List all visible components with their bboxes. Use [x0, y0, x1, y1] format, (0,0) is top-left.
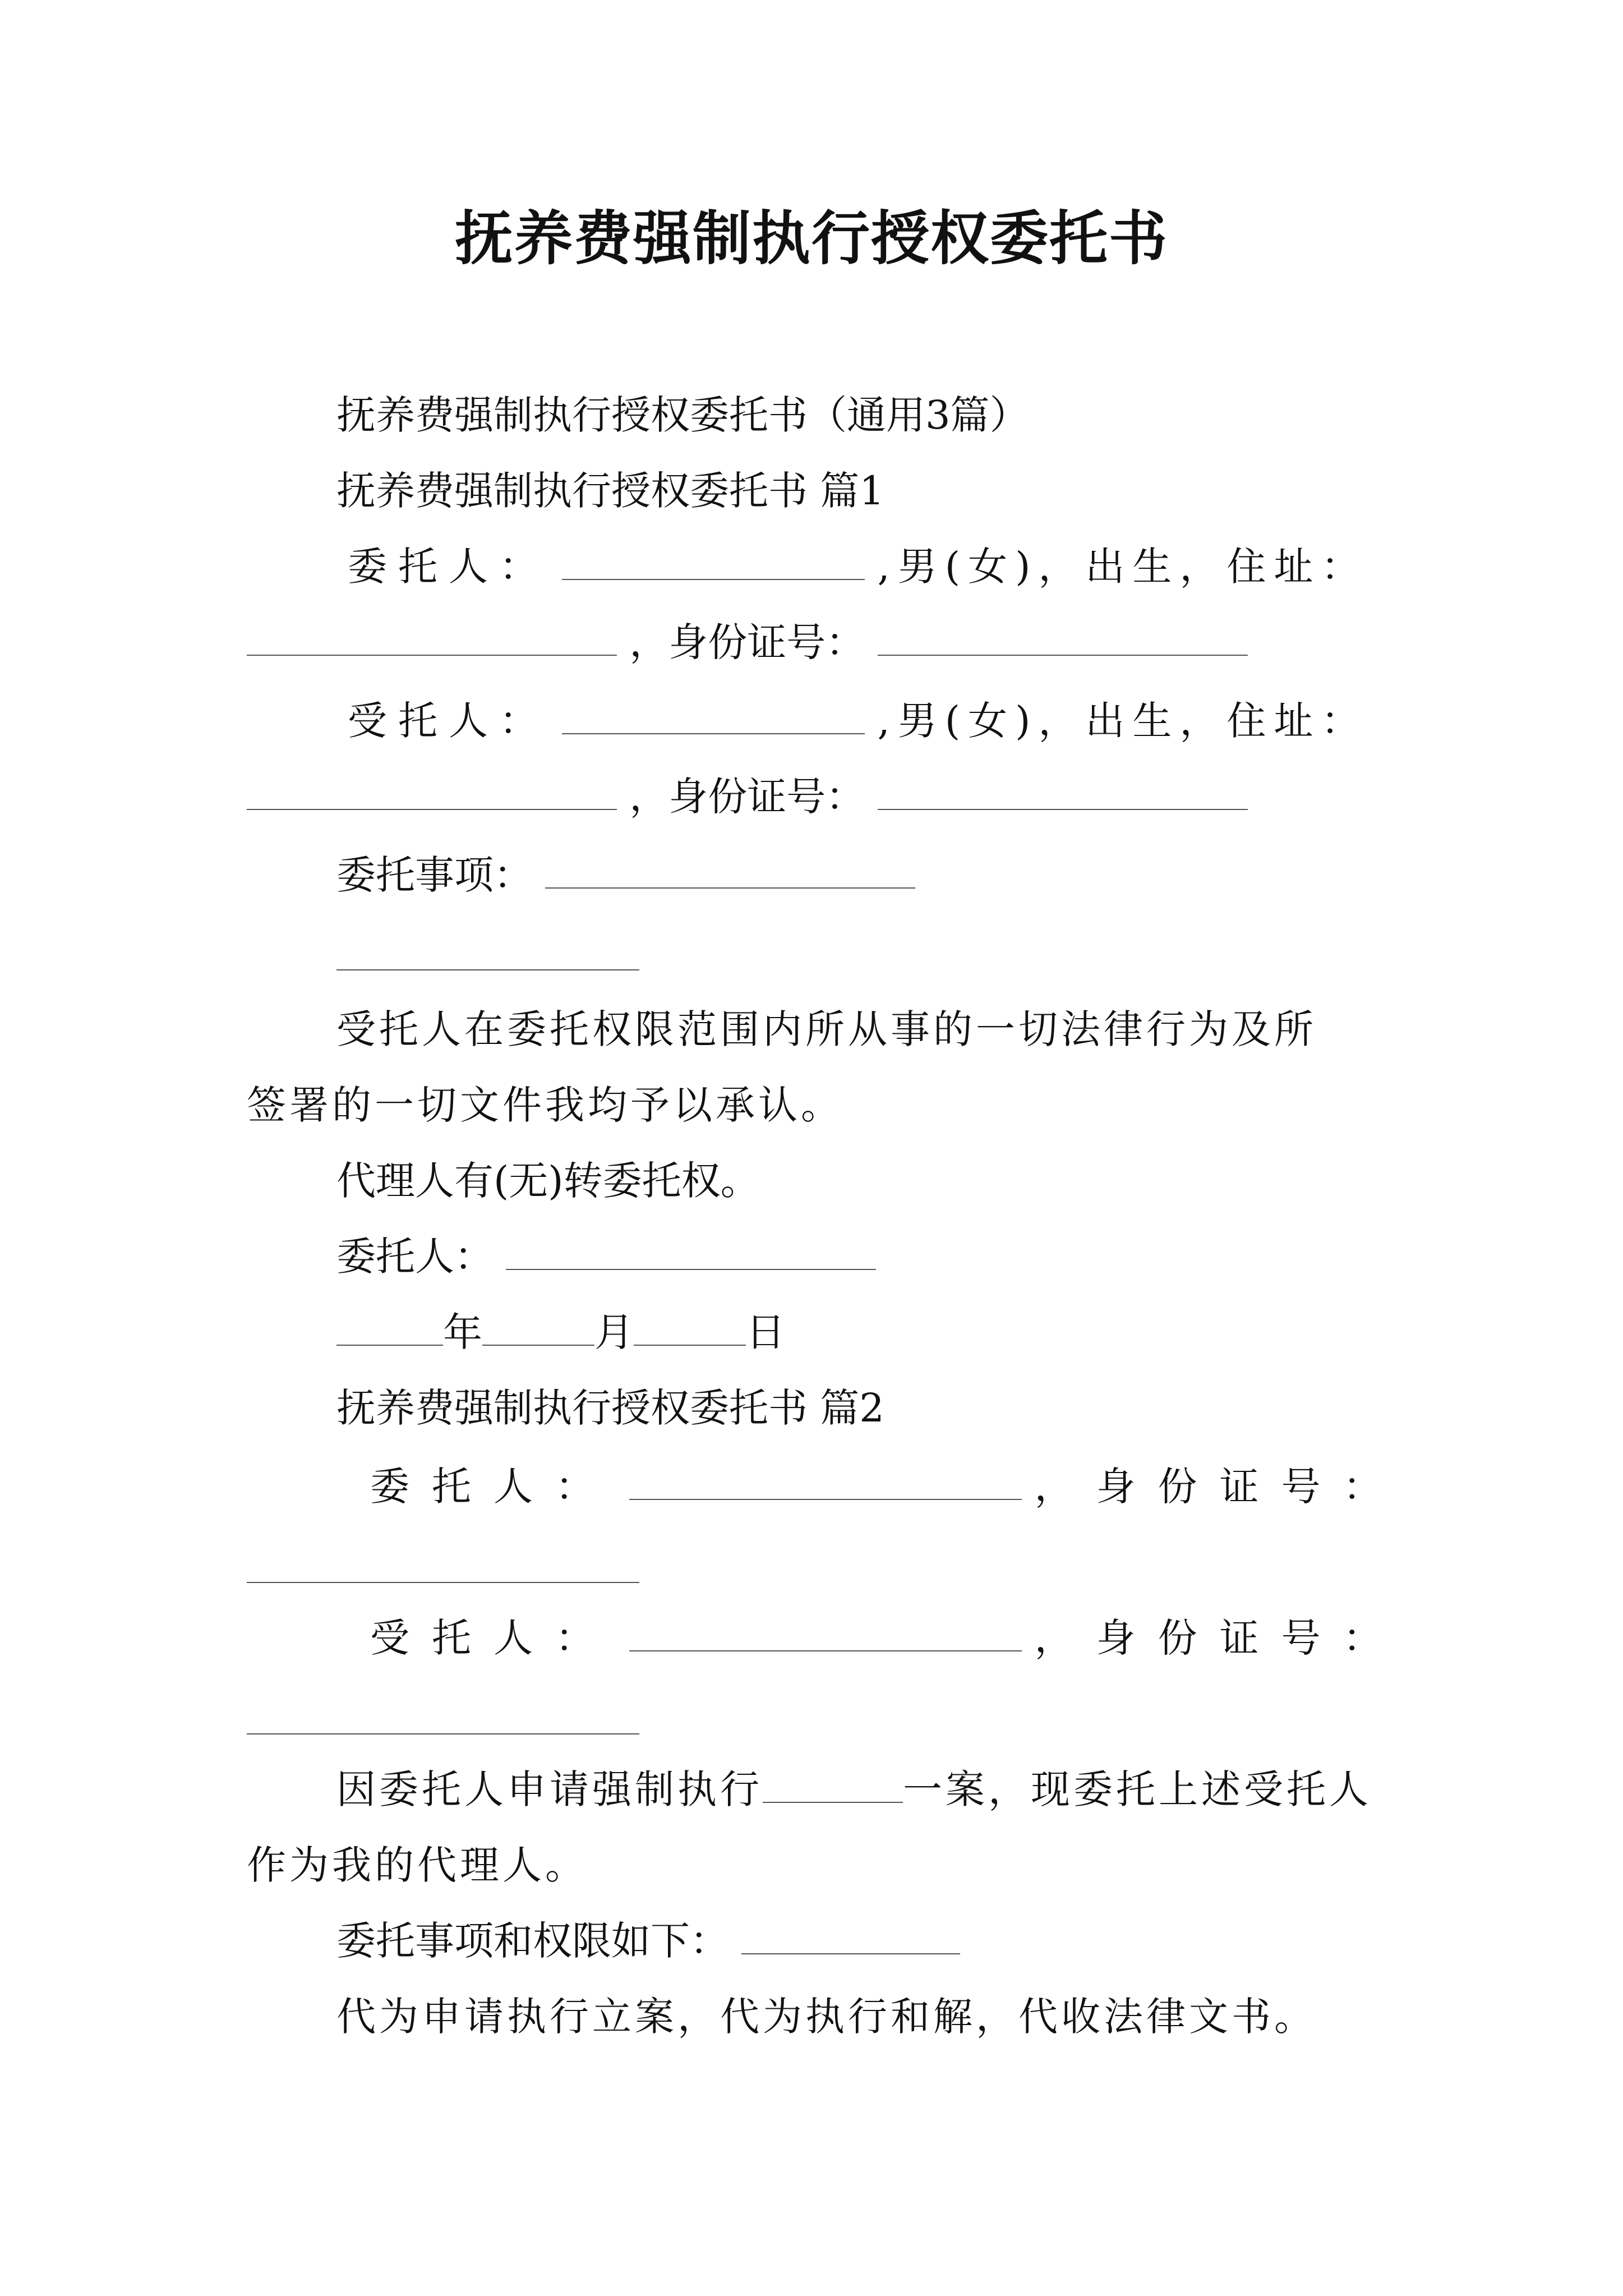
- section2-para-last: 代为申请执行立案，代为执行和解，代收法律文书。: [336, 1994, 1317, 2040]
- section1-principal-id-line: [247, 614, 1248, 670]
- gender-birth-address-label: ,男(女)，出生，住址：: [877, 698, 1368, 744]
- agent-label: 受托人：: [370, 1615, 617, 1661]
- signature-label: 委托人：: [336, 1234, 494, 1280]
- agent-id-blank: [247, 1733, 639, 1734]
- id-label: ，身份证号：: [1034, 1615, 1405, 1661]
- matter-label: 委托事项：: [336, 852, 533, 898]
- principal-address-blank: [247, 619, 617, 656]
- id-label: ，身份证号：: [1034, 1464, 1405, 1510]
- signature-blank: [506, 1233, 876, 1270]
- principal-name-blank: [629, 1463, 1022, 1500]
- month-blank: [482, 1309, 594, 1346]
- document-subtitle: 抚养费强制执行授权委托书（通用3篇）: [336, 392, 1029, 438]
- agent-name-blank: [629, 1614, 1022, 1651]
- year-blank: [336, 1309, 443, 1346]
- section1-matter-line: [336, 847, 915, 903]
- section1-agent-line: [348, 693, 1368, 749]
- section2-principal-line: [370, 1458, 1405, 1515]
- case-blank: [763, 1766, 903, 1803]
- section1-para2: 代理人有(无)转委托权。: [336, 1158, 760, 1204]
- agent-address-blank: [247, 773, 617, 810]
- matters-label: 委托事项和权限如下：: [336, 1918, 729, 1964]
- agent-label: 受托人：: [348, 698, 550, 744]
- agent-id-blank: [878, 773, 1248, 810]
- section2-matters-line: [336, 1913, 960, 1969]
- section1-date-line: [336, 1304, 785, 1360]
- para1-part-a: 因委托人申请强制执行: [336, 1766, 763, 1812]
- principal-name-blank: [562, 543, 865, 580]
- section2-para1-line2: 作为我的代理人。: [247, 1842, 588, 1888]
- section1-signature-line: [336, 1228, 876, 1285]
- para1-part-b: 一案，现委托上述受托人: [903, 1766, 1372, 1812]
- section1-heading: 抚养费强制执行授权委托书 篇1: [336, 468, 884, 514]
- id-label: ，身份证号：: [629, 774, 865, 820]
- principal-id-blank: [878, 619, 1248, 656]
- day-blank: [634, 1309, 746, 1346]
- principal-id-blank: [247, 1582, 639, 1583]
- matter-blank-continued: [336, 969, 639, 970]
- day-label: 日: [746, 1309, 785, 1355]
- section1-para1-line1: 受托人在委托权限范围内所从事的一切法律行为及所: [336, 1006, 1317, 1052]
- agent-name-blank: [562, 697, 865, 734]
- id-label: ，身份证号：: [629, 619, 865, 665]
- matters-blank: [741, 1917, 960, 1954]
- section2-para1-line1: [336, 1761, 1372, 1818]
- principal-label: 委托人：: [348, 544, 550, 590]
- year-label: 年: [443, 1309, 482, 1355]
- section1-agent-id-line: [247, 769, 1248, 825]
- document-title: 抚养费强制执行授权委托书: [454, 204, 1168, 273]
- matter-blank: [545, 852, 915, 889]
- gender-birth-address-label: ,男(女)，出生，住址：: [877, 544, 1368, 590]
- section1-principal-line: [348, 539, 1368, 595]
- principal-label: 委托人：: [370, 1464, 617, 1510]
- section1-para1-line2: 签署的一切文件我均予以承认。: [247, 1082, 843, 1128]
- section2-heading: 抚养费强制执行授权委托书 篇2: [336, 1385, 884, 1431]
- section2-agent-line: [370, 1610, 1405, 1666]
- month-label: 月: [594, 1309, 634, 1355]
